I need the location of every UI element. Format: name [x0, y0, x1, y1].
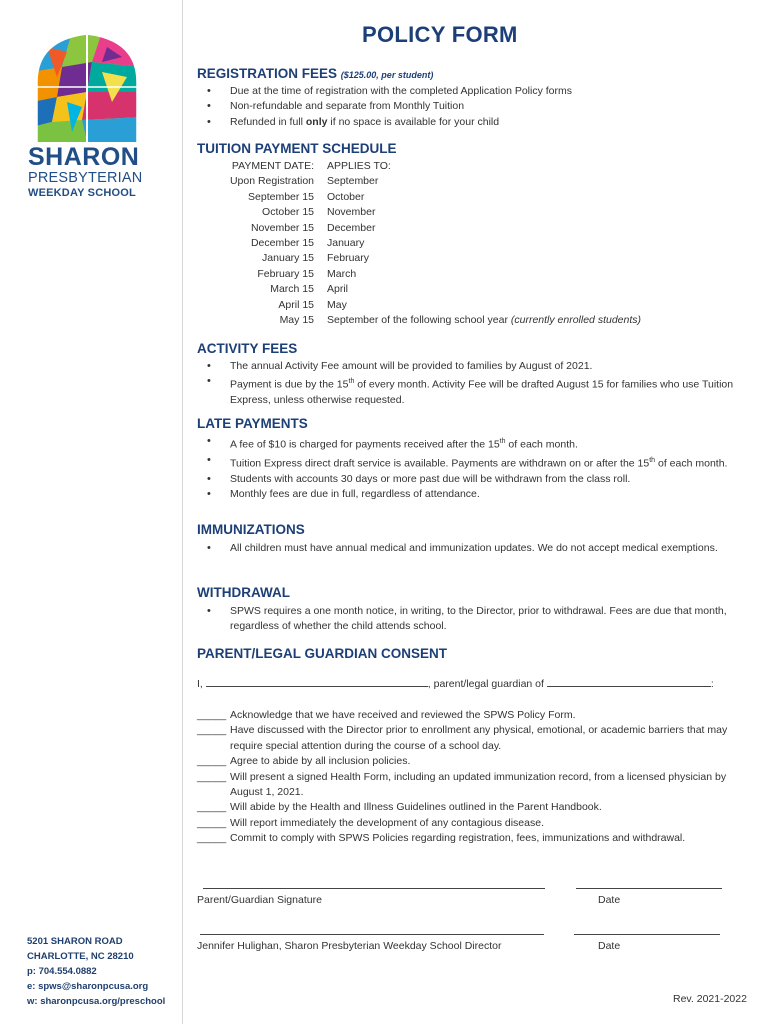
activity-fees-heading: ACTIVITY FEES	[197, 341, 298, 356]
list-item: • Non-refundable and separate from Monthly Tuition	[197, 99, 757, 114]
payment-date: May 15	[279, 314, 314, 327]
initials-blank[interactable]: _____	[197, 709, 227, 721]
applies-to-note: (currently enrolled students)	[510, 314, 642, 327]
withdrawal-list	[197, 604, 757, 635]
consent-item-text: Commit to comply with SPWS Policies regarding registration, fees, immunizations and withdrawal.	[230, 832, 686, 845]
address-web: w: sharonpcusa.org/preschool	[27, 996, 166, 1007]
page-title: POLICY FORM	[362, 22, 518, 47]
applies-to: January	[327, 237, 365, 250]
consent-item	[197, 723, 757, 754]
address-phone: p: 704.554.0882	[27, 966, 97, 977]
school-address	[27, 934, 165, 1009]
list-item-text: A fee of $10 is charged for payments received after the 15	[230, 438, 500, 451]
initials-blank[interactable]: _____	[197, 755, 227, 768]
list-item: • The annual Activity Fee amount will be provided to families by August of 2021.	[197, 359, 757, 374]
payment-date: Upon Registration	[229, 175, 314, 188]
table-row	[197, 251, 641, 266]
initials-blank[interactable]: _____	[197, 801, 227, 814]
initials-blank[interactable]: _____	[197, 724, 227, 737]
address-city: CHARLOTTE, NC 28210	[27, 951, 134, 962]
withdrawal-heading: WITHDRAWAL	[197, 585, 290, 600]
school-logo	[28, 32, 146, 200]
consent-intro-text: , parent/legal guardian of	[427, 678, 547, 690]
list-item: • Monthly fees are due in full, regardless of attendance.	[197, 487, 757, 502]
column-header-applies-to: APPLIES TO:	[327, 160, 391, 172]
table-row	[197, 236, 641, 251]
applies-to: November	[327, 206, 376, 219]
list-item	[197, 115, 757, 130]
immunizations-list	[197, 541, 757, 556]
initials-blank[interactable]: _____	[197, 770, 227, 783]
consent-item	[197, 754, 757, 769]
registration-list	[197, 84, 757, 130]
logo-text-sharon: SHARON	[28, 143, 140, 171]
consent-item	[197, 770, 757, 801]
payment-date: November 15	[250, 221, 314, 234]
consent-item-text: Acknowledge that we have received and reviewed the SPWS Policy Form.	[230, 709, 576, 721]
payment-date: February 15	[257, 267, 314, 280]
applies-to	[314, 313, 641, 328]
applies-to-text: September of the following school year	[327, 314, 511, 327]
director-date-label: Date	[598, 940, 621, 952]
logo-text-weekday-school: WEEKDAY SCHOOL	[28, 187, 136, 199]
column-header-payment-date: PAYMENT DATE:	[231, 160, 314, 172]
applies-to: May	[327, 298, 347, 311]
list-item	[197, 434, 757, 453]
late-payments-list	[197, 434, 757, 503]
list-item-text: of each month.	[655, 457, 728, 470]
applies-to: April	[327, 283, 349, 296]
list-item-superscript: th	[499, 438, 506, 445]
consent-acknowledgements	[197, 708, 757, 847]
parent-date-label: Date	[598, 894, 621, 906]
list-item	[197, 453, 757, 472]
list-item-text: Refunded in full	[230, 115, 306, 128]
applies-to: September	[327, 175, 379, 188]
initials-blank[interactable]: _____	[197, 832, 227, 845]
list-item: • SPWS requires a one month notice, in writing, to the Director, prior to withdrawal. Fees are due that month, regardless of whether the child attends school.	[197, 604, 757, 635]
tuition-heading: TUITION PAYMENT SCHEDULE	[197, 141, 397, 156]
consent-item-text: Will report immediately the development of any contagious disease.	[230, 816, 544, 829]
table-row	[197, 298, 641, 313]
payment-date: January 15	[262, 252, 314, 265]
consent-item	[197, 708, 757, 723]
consent-intro-text: :	[710, 678, 714, 690]
consent-item-text: Will abide by the Health and Illness Guidelines outlined in the Parent Handbook.	[230, 801, 602, 814]
table-header-row	[197, 159, 641, 174]
list-item: • All children must have annual medical and immunization updates. We do not accept medical exemptions.	[197, 541, 757, 556]
parent-signature-field[interactable]	[203, 888, 545, 889]
list-item-text: Payment is due by the 15	[230, 378, 349, 391]
address-email: e: spws@sharonpcusa.org	[27, 981, 149, 992]
table-row	[197, 205, 641, 220]
consent-item	[197, 816, 757, 831]
director-signature-field[interactable]	[200, 934, 544, 935]
initials-blank[interactable]: _____	[197, 816, 227, 829]
table-row	[197, 174, 641, 189]
consent-item-text: Agree to abide by all inclusion policies.	[230, 755, 411, 768]
guardian-name-field[interactable]	[206, 678, 428, 687]
parent-signature-label: Parent/Guardian Signature	[197, 894, 322, 906]
sidebar-divider	[182, 0, 183, 1024]
applies-to: December	[327, 221, 376, 234]
child-name-field[interactable]	[547, 678, 711, 687]
consent-item	[197, 800, 757, 815]
table-row	[197, 282, 641, 297]
list-item-emphasis: only	[305, 115, 328, 128]
applies-to: February	[327, 252, 370, 265]
list-item: • Due at the time of registration with the completed Application Policy forms	[197, 84, 757, 99]
consent-intro-text: I,	[197, 678, 206, 690]
revision-label: Rev. 2021-2022	[673, 993, 747, 1005]
table-row	[197, 190, 641, 205]
consent-item-text: Will present a signed Health Form, including an updated immunization record, from a licensed physician by August 1, 2021.	[230, 770, 727, 799]
list-item: • Students with accounts 30 days or more past due will be withdrawn from the class roll.	[197, 472, 757, 487]
payment-date: September 15	[248, 190, 314, 203]
tuition-schedule-table	[197, 159, 641, 328]
address-street: 5201 SHARON ROAD	[27, 936, 123, 947]
applies-to: March	[327, 267, 357, 280]
list-item-text: of each month.	[505, 438, 578, 451]
registration-fee-note: ($125.00, per student)	[340, 70, 434, 80]
list-item	[197, 374, 757, 408]
payment-date: December 15	[250, 237, 314, 250]
registration-heading	[197, 66, 433, 81]
logo-text-presbyterian: PRESBYTERIAN	[28, 170, 143, 186]
consent-item-text: Have discussed with the Director prior to enrollment any physical, emotional, or academic barriers that may require special attention during the course of a school day.	[230, 724, 728, 752]
list-item-superscript: th	[649, 456, 656, 464]
list-item-text: if no space is available for your child	[327, 115, 500, 128]
payment-date: April 15	[278, 298, 314, 311]
parent-date-field[interactable]	[576, 888, 722, 889]
director-date-field[interactable]	[574, 934, 720, 935]
applies-to: October	[327, 190, 365, 203]
payment-date: October 15	[262, 206, 314, 219]
payment-date: March 15	[270, 283, 314, 296]
table-row	[197, 267, 641, 282]
registration-heading-text: REGISTRATION FEES	[197, 66, 338, 81]
immunizations-heading: IMMUNIZATIONS	[197, 522, 305, 537]
stained-glass-window-icon	[32, 32, 142, 142]
list-item-text: of every month. Activity Fee will be drafted August 15 for families who use Tuition Express, unless otherwise requested.	[230, 378, 734, 407]
consent-heading: PARENT/LEGAL GUARDIAN CONSENT	[197, 646, 448, 661]
list-item-text: Tuition Express direct draft service is available. Payments are withdrawn on or after the 15	[230, 457, 650, 470]
activity-fees-list	[197, 359, 757, 409]
list-item-superscript: th	[348, 378, 355, 386]
table-row	[197, 221, 641, 236]
late-payments-heading: LATE PAYMENTS	[197, 416, 308, 431]
consent-intro	[197, 678, 714, 690]
consent-item	[197, 831, 757, 846]
table-row	[197, 313, 641, 328]
director-signature-label: Jennifer Hulighan, Sharon Presbyterian Weekday School Director	[197, 940, 502, 952]
